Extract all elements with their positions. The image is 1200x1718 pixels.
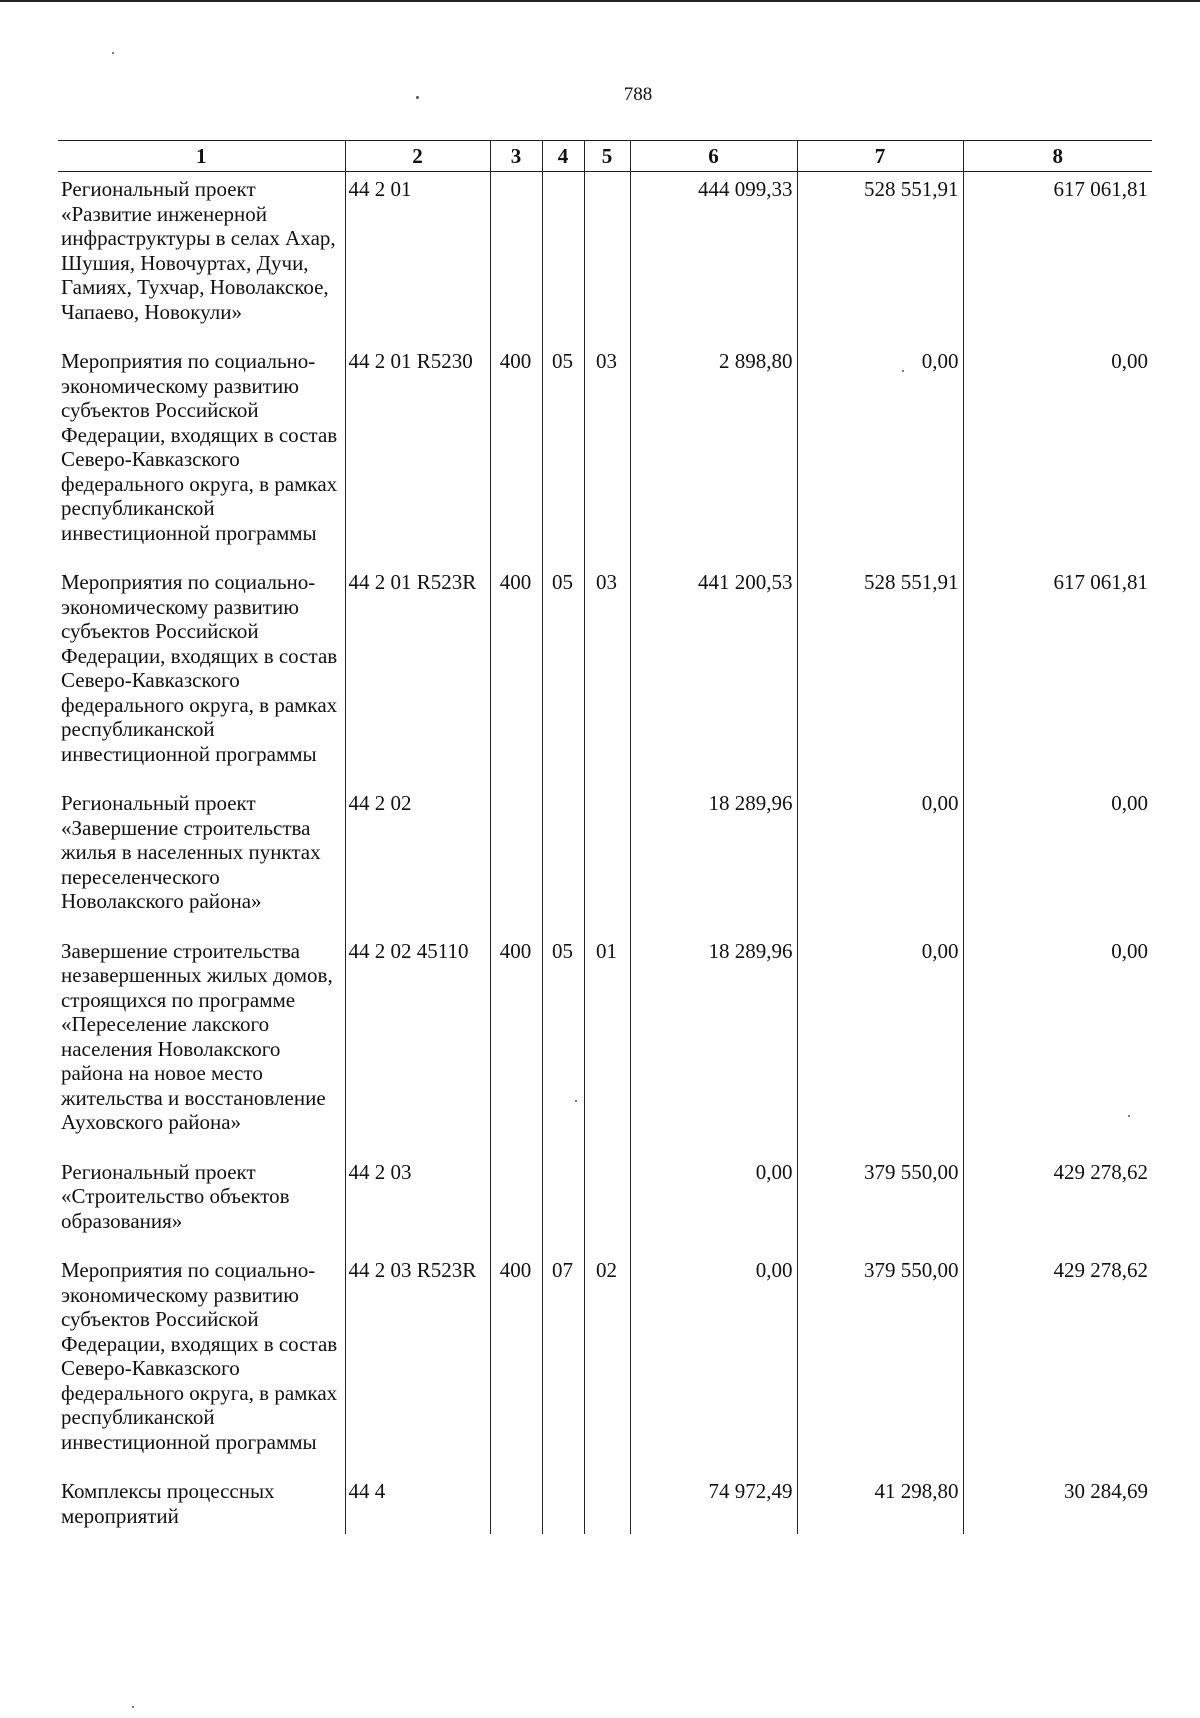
row-col5: 01 xyxy=(584,934,630,1155)
table-row xyxy=(58,1155,1152,1254)
scan-speck xyxy=(132,1706,134,1708)
row-col5 xyxy=(584,786,630,934)
column-header: 2 xyxy=(345,141,490,172)
table-row xyxy=(58,172,1152,345)
row-value-8: 617 061,81 xyxy=(963,172,1152,345)
row-value-6: 18 289,96 xyxy=(630,934,797,1155)
row-col3: 400 xyxy=(490,565,542,786)
row-col4 xyxy=(542,1155,584,1254)
row-name: Комплексы процессных мероприятий xyxy=(61,1479,275,1528)
row-value-7: 379 550,00 xyxy=(797,1155,963,1254)
row-code: 44 4 xyxy=(345,1474,490,1534)
row-value-8: 0,00 xyxy=(963,934,1152,1155)
row-name: Мероприятия по социально-экономическому развитию субъектов Российской Федерации, входящих в состав Северо-Кавказского федерального округа, в рамках республиканской инвестиционной программы xyxy=(61,570,338,766)
row-col3: 400 xyxy=(490,344,542,565)
row-col3 xyxy=(490,786,542,934)
row-col3 xyxy=(490,172,542,345)
row-value-8: 617 061,81 xyxy=(963,565,1152,786)
row-col4: 05 xyxy=(542,344,584,565)
row-col4: 05 xyxy=(542,565,584,786)
row-value-8: 30 284,69 xyxy=(963,1474,1152,1534)
column-header: 5 xyxy=(584,141,630,172)
row-col5 xyxy=(584,172,630,345)
row-name: Мероприятия по социально-экономическому развитию субъектов Российской Федерации, входящих в состав Северо-Кавказского федерального округа, в рамках республиканской инвестиционной программы xyxy=(61,349,338,545)
table-row xyxy=(58,1253,1152,1474)
row-col4 xyxy=(542,172,584,345)
row-col4 xyxy=(542,786,584,934)
row-value-6: 18 289,96 xyxy=(630,786,797,934)
row-col3: 400 xyxy=(490,1253,542,1474)
scan-speck xyxy=(902,370,904,372)
row-value-7: 41 298,80 xyxy=(797,1474,963,1534)
row-value-6: 74 972,49 xyxy=(630,1474,797,1534)
row-col5: 02 xyxy=(584,1253,630,1474)
row-col5: 03 xyxy=(584,565,630,786)
row-name: Региональный проект «Развитие инженерной инфраструктуры в селах Ахар, Шушия, Новочуртах, Дучи, Гамиях, Тухчар, Новолакское, Чапаево, Новокули» xyxy=(61,177,336,324)
row-col3 xyxy=(490,1155,542,1254)
row-value-8: 429 278,62 xyxy=(963,1155,1152,1254)
row-col5 xyxy=(584,1474,630,1534)
row-value-7: 528 551,91 xyxy=(797,565,963,786)
page-top-border xyxy=(0,0,1200,2)
row-value-7: 0,00 xyxy=(797,344,963,565)
row-name: Региональный проект «Завершение строительства жилья в населенных пунктах переселенческого Новолакского района» xyxy=(61,791,321,913)
table-row xyxy=(58,934,1152,1155)
column-header: 6 xyxy=(630,141,797,172)
row-value-6: 0,00 xyxy=(630,1155,797,1254)
row-code: 44 2 03 xyxy=(345,1155,490,1254)
column-header: 4 xyxy=(542,141,584,172)
row-value-6: 444 099,33 xyxy=(630,172,797,345)
budget-table xyxy=(58,140,1152,1534)
row-name: Региональный проект «Строительство объектов образования» xyxy=(61,1159,290,1233)
row-col3 xyxy=(490,1474,542,1534)
row-value-7: 528 551,91 xyxy=(797,172,963,345)
row-value-7: 0,00 xyxy=(797,786,963,934)
row-col5 xyxy=(584,1155,630,1254)
scan-speck xyxy=(416,96,419,99)
row-col5: 03 xyxy=(584,344,630,565)
page-number: 788 xyxy=(623,84,653,105)
row-value-6: 2 898,80 xyxy=(630,344,797,565)
row-code: 44 2 01 R523R xyxy=(345,565,490,786)
row-code: 44 2 01 xyxy=(345,172,490,345)
table-row xyxy=(58,786,1152,934)
row-value-8: 0,00 xyxy=(963,786,1152,934)
row-code: 44 2 02 45110 xyxy=(345,934,490,1155)
scan-speck xyxy=(575,1100,577,1102)
row-value-8: 429 278,62 xyxy=(963,1253,1152,1474)
row-col4 xyxy=(542,1474,584,1534)
row-col4: 07 xyxy=(542,1253,584,1474)
scan-speck xyxy=(1128,1115,1130,1117)
column-header: 1 xyxy=(196,143,207,168)
row-value-6: 441 200,53 xyxy=(630,565,797,786)
column-header: 3 xyxy=(490,141,542,172)
row-code: 44 2 03 R523R xyxy=(345,1253,490,1474)
header-row xyxy=(58,141,1152,172)
row-value-7: 0,00 xyxy=(797,934,963,1155)
scan-speck xyxy=(112,52,114,54)
row-value-6: 0,00 xyxy=(630,1253,797,1474)
row-col4: 05 xyxy=(542,934,584,1155)
column-header: 7 xyxy=(797,141,963,172)
table-row xyxy=(58,565,1152,786)
row-name: Мероприятия по социально-экономическому развитию субъектов Российской Федерации, входящих в состав Северо-Кавказского федерального округа, в рамках республиканской инвестиционной программы xyxy=(61,1258,338,1454)
row-value-8: 0,00 xyxy=(963,344,1152,565)
row-code: 44 2 01 R5230 xyxy=(345,344,490,565)
table-row xyxy=(58,344,1152,565)
row-name: Завершение строительства незавершенных жилых домов, строящихся по программе «Переселение лакского населения Новолакского района на новое место жительства и восстановление Ауховского района» xyxy=(61,938,333,1134)
column-header: 8 xyxy=(963,141,1152,172)
row-col3: 400 xyxy=(490,934,542,1155)
row-value-7: 379 550,00 xyxy=(797,1253,963,1474)
row-code: 44 2 02 xyxy=(345,786,490,934)
table-row xyxy=(58,1474,1152,1534)
